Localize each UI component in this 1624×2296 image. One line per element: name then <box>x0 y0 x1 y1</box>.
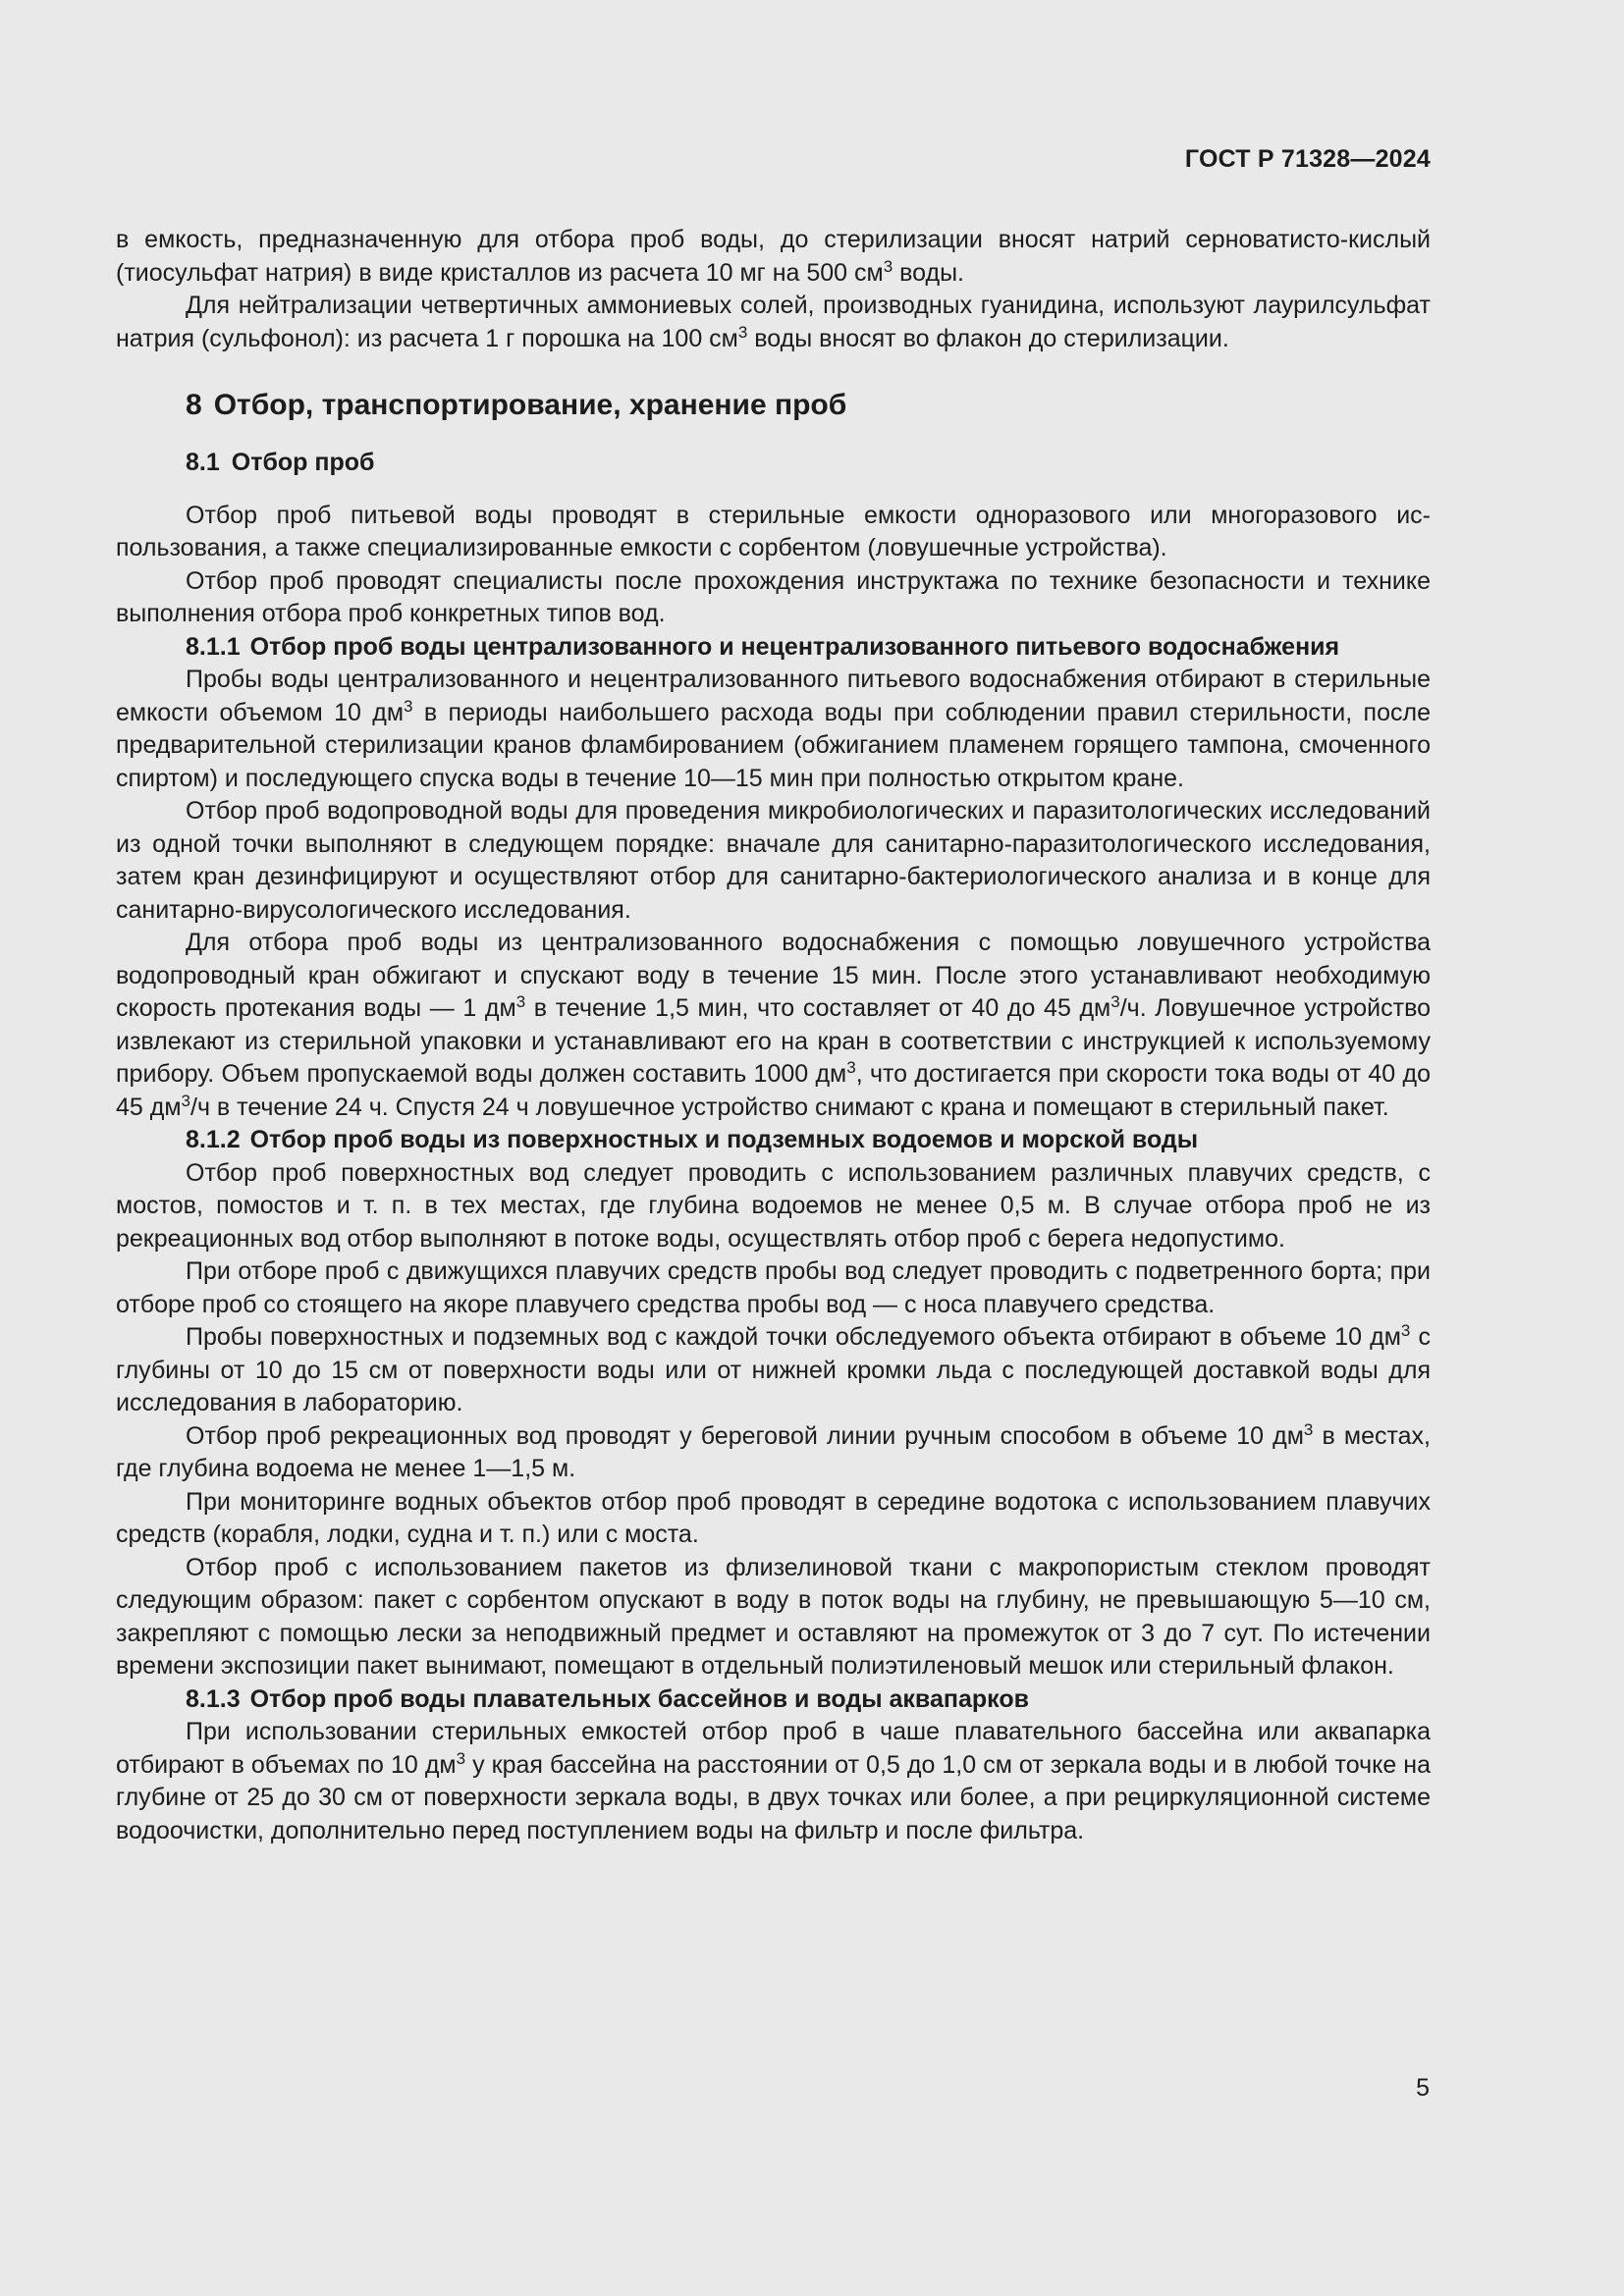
paragraph: При использовании стерильных емкостей отбор проб в чаше плавательного бассейна или аквапарка отбирают в объемах по 10 $дм^3$ у края бассейна на расстоянии от 0,5 до 1,0 см от зеркала воды и в любой точке на глубине от 25 до 30 см от поверхности зеркала воды, в двух точках или более, а при рециркуляционной системе водоочистки, дополнительно перед поступлением воды на фильтр и после фильтра. <box>116 1718 1431 1844</box>
paragraph: Отбор проб поверхностных вод следует проводить с использованием различных плавучих средств, с мостов, помостов и т. п. в тех местах, где глубина водоемов не менее 0,5 м. В случае отбора проб не из рекреационных вод отбор выполняют в потоке воды, осуществлять отбор проб с берега недопустимо. <box>116 1158 1431 1253</box>
clause-heading: 8.1.1 Отбор проб воды централизованного и нецентрализованного питьевого водоснабжения <box>186 632 1340 661</box>
document-body <box>116 224 1431 1847</box>
paragraph: Отбор проб питьевой воды проводят в стерильные емкости одноразового или многоразового использования, а также специализированные емкости с сорбентом (ловушечные устройства). <box>116 501 1431 561</box>
paragraph: в емкость, предназначенную для отбора проб воды, до стерилизации вносят натрий серноватисто-кислый (тиосульфат натрия) в виде кристаллов из расчета 10 мг на 500 $см^3$ воды. <box>116 226 1431 287</box>
paragraph: Отбор проб с использованием пакетов из флизелиновой ткани с макропористым стеклом проводят следующим образом: пакет с сорбентом опускают в воду в поток воды на глубину, не превышающую 5—10 см, закрепляют с помощью лески за неподвижный предмет и оставляют на промежуток от 3 до 7 сут. По истечении времени экспозиции пакет вынимают, помещают в отдельный полиэтиленовый мешок или стерильный флакон. <box>116 1553 1431 1680</box>
page-number: 5 <box>1416 2074 1430 2102</box>
paragraph: Пробы поверхностных и подземных вод с каждой точки обследуемого объекта отбирают в объеме 10 $дм^3$ с глубины от 10 до 15 см от поверхности воды или от нижней кромки льда с последующей доставкой воды для исследования в лабораторию. <box>116 1321 1431 1416</box>
paragraph: Отбор проб водопроводной воды для проведения микробиологических и паразитологических исследований из одной точки выполняют в следующем порядке: вначале для санитарно-паразитологического исследования, затем кран дезинфицируют и осуществляют отбор для санитарно-бактериологического анализа и в конце для санитарно-вирусологического исследования. <box>116 797 1431 924</box>
paragraph: Для отбора проб воды из централизованного водоснабжения с помощью ловушечного устройства водопроводный кран обжигают и спускают воду в течение 15 мин. После этого устанавливают необходимую скорость протекания воды — 1 $дм^3$ в течение 1,5 мин, что составляет от 40 до 45 $дм^3/ч$. Ловушечное устройство извлекают из стерильной упаковки и устанавливают его на кран в соответствии с инструкцией к используемому прибору. Объем пропускаемой воды должен составить 1000 $дм^3$, что достигается при скорости тока воды от 40 до 45 $дм^3/ч$ в течение 24 ч. Спустя 24 ч ловушечное устройство снимают с крана и помещают в стерильный пакет. <box>116 929 1431 1121</box>
document-code: ГОСТ Р 71328—2024 <box>1184 145 1431 173</box>
paragraph: Пробы воды централизованного и нецентрализованного питьевого водоснабжения отбирают в стерильные емкости объемом 10 $дм^3$ в периоды наибольшего расхода воды при соблюдении правил стерильности, после предварительной стерилизации кранов фламбированием (обжиганием пламенем горящего тампона, смоченного спиртом) и последующего спуска воды в течение 10—15 мин при полностью открытом кране. <box>116 666 1431 792</box>
clause-heading: 8.1.2 Отбор проб воды из поверхностных и подземных водоемов и морской воды <box>186 1126 1199 1153</box>
paragraph: Отбор проб рекреационных вод проводят у береговой линии ручным способом в объеме 10 $дм^3$ в местах, где глубина водоема не менее 1—1,5 м. <box>116 1419 1431 1482</box>
paragraph: При отборе проб с движущихся плавучих средств пробы вод следует проводить с подветренного борта; при отборе проб со стоящего на якоре плавучего средства пробы вод — с носа плавучего средства. <box>116 1257 1431 1318</box>
paragraph: При мониторинге водных объектов отбор проб проводят в середине водотока с использованием плавучих средств (корабля, лодки, судна и т. п.) или с моста. <box>116 1487 1431 1548</box>
clause-heading: 8.1.3 Отбор проб воды плавательных бассейнов и воды аквапарков <box>186 1684 1029 1713</box>
paragraph: Отбор проб проводят специалисты после прохождения инструктажа по технике безопасности и технике выполнения отбора проб конкретных типов вод. <box>116 566 1431 627</box>
section-heading: 8 Отбор, транспортирование, хранение проб <box>186 389 847 421</box>
subsection-heading: 8.1 Отбор проб <box>186 449 375 476</box>
paragraph: Для нейтрализации четвертичных аммониевых солей, производных гуанидина, используют лаурилсульфат натрия (сульфонол): из расчета 1 г порошка на 100 $см^3$ воды вносят во флакон до стерилизации. <box>116 292 1431 352</box>
